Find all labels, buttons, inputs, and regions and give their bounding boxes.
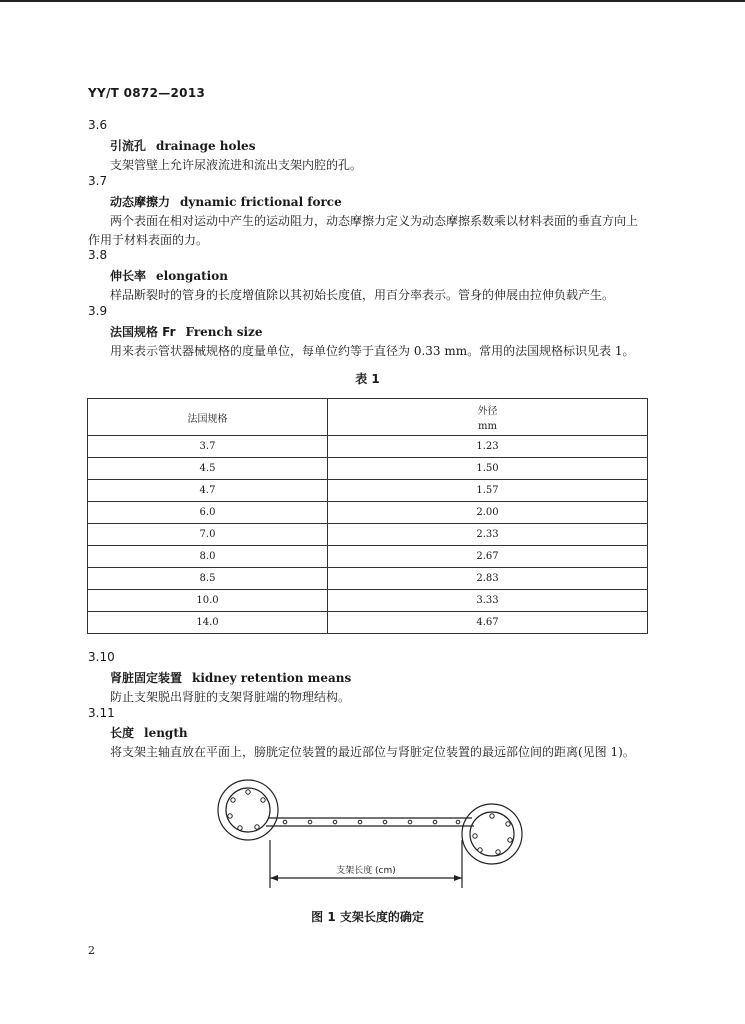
drainage-hole [308,820,312,824]
bladder-coil-outer [218,780,278,840]
drainage-hole [478,848,482,852]
section-number: 3.11 [88,706,115,720]
table-row [88,612,648,634]
term-en: French size [185,325,263,339]
table-row [88,436,648,458]
term-zh: 肾脏固定装置 [110,671,183,685]
table-row [88,480,648,502]
term-title [110,724,188,741]
term-zh: 动态摩擦力 [110,195,171,209]
drainage-hole [358,820,362,824]
term-title [110,137,255,154]
term-zh: 法国规格 Fr [110,325,176,339]
table-cell-od: 1.23 [328,436,648,458]
table-cell-fr: 7.0 [88,524,328,546]
figure-caption: 图 1 支架长度的确定 [311,910,424,924]
table-row [88,458,648,480]
dimension-arrow-left [270,875,278,881]
term-definition: 两个表面在相对运动中产生的运动阻力，动态摩擦力定义为动态摩擦系数乘以材料表面的垂直方向上作用于材料表面的力。 [88,214,639,247]
term-definition: 防止支架脱出肾脏的支架肾脏端的物理结构。 [110,690,351,704]
table-header-od [328,399,648,436]
stent-length-figure [200,778,540,900]
section-number: 3.9 [88,304,108,318]
table-cell-fr: 8.0 [88,546,328,568]
top-border-line [0,0,745,2]
table-header-od-unit: mm [478,421,497,432]
term-en: kidney retention means [192,671,352,685]
table-cell-od: 3.33 [328,590,648,612]
drainage-hole [508,838,512,842]
term-en: length [144,726,188,740]
table-cell-fr: 10.0 [88,590,328,612]
table-header-row [88,399,648,436]
drainage-hole [231,798,235,802]
term-zh: 长度 [110,726,135,740]
term-title [110,267,228,284]
table-row [88,568,648,590]
drainage-hole [228,814,232,818]
table-cell-fr: 4.7 [88,480,328,502]
term-definition: 样品断裂时的管身的长度增值除以其初始长度值，用百分率表示。管身的伸展由拉伸负载产生。 [110,288,615,302]
table-cell-od: 2.67 [328,546,648,568]
drainage-hole [456,820,460,824]
kidney-coil-outer [462,804,522,864]
drainage-hole [490,814,494,818]
drainage-hole [383,820,387,824]
table-cell-fr: 4.5 [88,458,328,480]
term-title [110,669,351,686]
table-cell-od: 2.33 [328,524,648,546]
section-number: 3.10 [88,650,115,664]
table-cell-od: 2.00 [328,502,648,524]
table-cell-fr: 3.7 [88,436,328,458]
table-header-fr: 法国规格 [88,399,328,436]
dimension-arrow-right [454,875,462,881]
standard-code-header: YY/T 0872—2013 [88,86,206,100]
section-number: 3.6 [88,118,108,132]
dimension-label: 支架长度 (cm) [336,866,396,876]
term-en: dynamic frictional force [180,195,342,209]
table-cell-od: 1.57 [328,480,648,502]
term-definition: 用来表示管状器械规格的度量单位，每单位约等于直径为 0.33 mm。常用的法国规格标识见表 1。 [110,344,635,358]
term-title [110,193,342,210]
drainage-hole [506,822,510,826]
drainage-hole [433,820,437,824]
drainage-hole [246,790,250,794]
term-definition: 将支架主轴直放在平面上，膀胱定位装置的最近部位与肾脏定位装置的最远部位间的距离(见图 1)。 [110,745,635,759]
table-row [88,524,648,546]
drainage-hole [238,826,242,830]
drainage-hole [496,850,500,854]
drainage-hole [261,798,265,802]
drainage-hole [283,820,287,824]
table-cell-fr: 8.5 [88,568,328,590]
section-number: 3.7 [88,174,108,188]
table-cell-od: 1.50 [328,458,648,480]
table-header-od-label: 外径 [477,406,498,417]
term-definition: 支架管壁上允许尿液流进和流出支架内腔的孔。 [110,158,363,172]
drainage-hole [408,820,412,824]
term-zh: 伸长率 [110,269,147,283]
table-title: 表 1 [355,372,380,386]
table-cell-od: 4.67 [328,612,648,634]
term-en: elongation [156,269,228,283]
term-en: drainage holes [156,139,256,153]
table-row [88,502,648,524]
page-number: 2 [88,944,95,957]
drainage-hole [333,820,337,824]
section-number: 3.8 [88,248,108,262]
table-cell-fr: 14.0 [88,612,328,634]
term-title [110,323,263,340]
table-cell-fr: 6.0 [88,502,328,524]
french-size-table [87,398,648,634]
table-cell-od: 2.83 [328,568,648,590]
drainage-hole [255,825,259,829]
table-row [88,546,648,568]
drainage-hole [473,834,477,838]
term-zh: 引流孔 [110,139,147,153]
table-row [88,590,648,612]
